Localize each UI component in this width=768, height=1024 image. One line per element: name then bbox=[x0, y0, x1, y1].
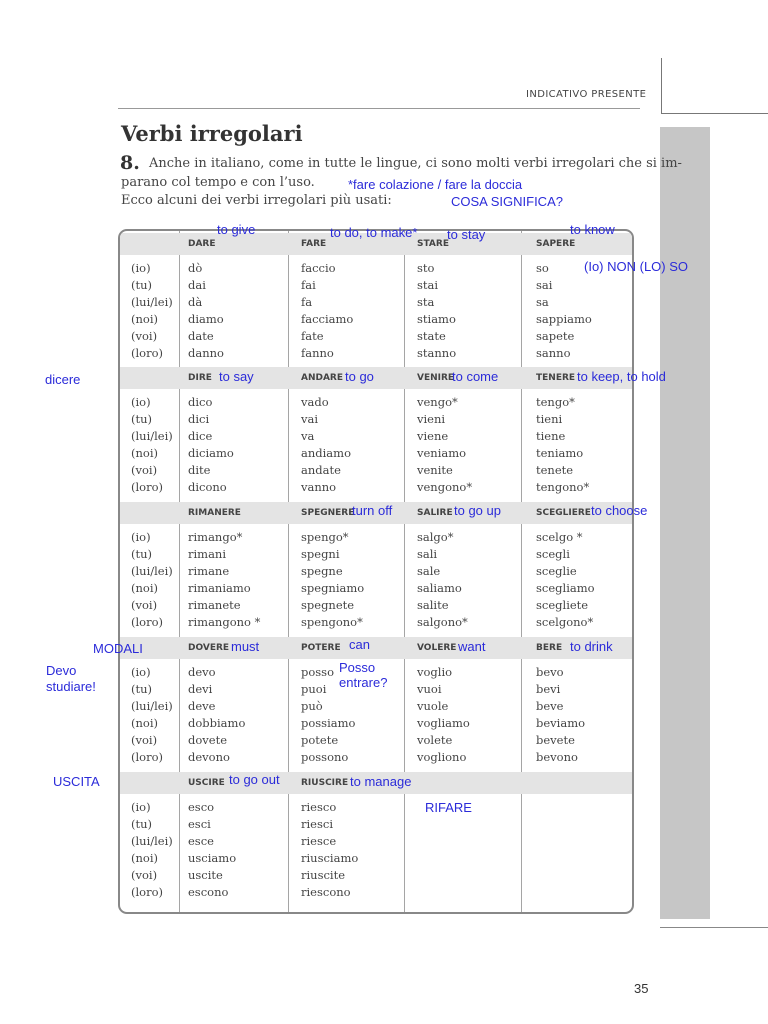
verb-form: deve bbox=[188, 699, 216, 713]
verb-name: FARE bbox=[301, 239, 327, 249]
section-header: INDICATIVO PRESENTE bbox=[526, 89, 647, 100]
verb-form: dai bbox=[188, 278, 206, 292]
exercise-text-line2: parano col tempo e con l’uso. bbox=[121, 175, 315, 190]
verb-form: bevono bbox=[536, 750, 578, 764]
verb-form: sappiamo bbox=[536, 312, 592, 326]
page-edge bbox=[662, 113, 768, 114]
pronoun-label: (io) bbox=[131, 530, 151, 544]
verb-form: teniamo bbox=[536, 446, 584, 460]
note-posso-2: entrare? bbox=[339, 675, 388, 690]
note-andare: to go bbox=[345, 369, 374, 384]
margin-strip bbox=[660, 127, 710, 919]
verb-form: volete bbox=[417, 733, 453, 747]
verb-form: saliamo bbox=[417, 581, 462, 595]
pronoun-label: (voi) bbox=[131, 868, 158, 882]
pronoun-label: (noi) bbox=[131, 716, 158, 730]
note-posso-1: Posso bbox=[339, 660, 376, 675]
verb-form: tiene bbox=[536, 429, 566, 443]
pronoun-label: (io) bbox=[131, 800, 151, 814]
verb-form: potete bbox=[301, 733, 339, 747]
verb-form: spengono* bbox=[301, 615, 363, 629]
verb-form: riesci bbox=[301, 817, 334, 831]
verb-form: esco bbox=[188, 800, 215, 814]
verb-form: vai bbox=[301, 412, 319, 426]
verb-form: so bbox=[536, 261, 549, 275]
exercise-text-line1: Anche in italiano, come in tutte le lingue, ci sono molti verbi irregolari che si im- bbox=[149, 156, 682, 171]
pronoun-label: (voi) bbox=[131, 329, 158, 343]
verb-form: rimanete bbox=[188, 598, 241, 612]
verb-form: sali bbox=[417, 547, 438, 561]
verb-form: devo bbox=[188, 665, 216, 679]
note-non-lo-so: (Io) NON (LO) SO bbox=[584, 259, 689, 274]
page-edge bbox=[661, 58, 662, 114]
note-devo-1: Devo bbox=[46, 663, 77, 678]
note-bere: to drink bbox=[570, 639, 613, 654]
verb-name: RIUSCIRE bbox=[301, 778, 349, 788]
verb-form: può bbox=[301, 699, 323, 713]
verb-form: vanno bbox=[301, 480, 337, 494]
page-title: Verbi irregolari bbox=[121, 121, 303, 146]
note-uscire: to go out bbox=[229, 772, 280, 787]
note-tenere: to keep, to hold bbox=[577, 369, 666, 384]
verb-form: vengono* bbox=[417, 480, 473, 494]
verb-form: date bbox=[188, 329, 214, 343]
pronoun-label: (loro) bbox=[131, 480, 163, 494]
verb-form: rimango* bbox=[188, 530, 243, 544]
verb-form: rimani bbox=[188, 547, 227, 561]
verb-name: STARE bbox=[417, 239, 449, 249]
note-sapere: to know bbox=[570, 222, 615, 237]
verb-form: posso bbox=[301, 665, 335, 679]
verb-name: SALIRE bbox=[417, 508, 453, 518]
pronoun-label: (loro) bbox=[131, 346, 163, 360]
verb-form: bevo bbox=[536, 665, 564, 679]
verb-form: dicono bbox=[188, 480, 227, 494]
verb-form: vado bbox=[301, 395, 329, 409]
exercise-text-line3: Ecco alcuni dei verbi irregolari più usati: bbox=[121, 193, 392, 208]
verb-form: uscite bbox=[188, 868, 223, 882]
verb-form: rimane bbox=[188, 564, 230, 578]
verb-form: venite bbox=[417, 463, 453, 477]
pronoun-label: (io) bbox=[131, 665, 151, 679]
verb-form: tieni bbox=[536, 412, 563, 426]
note-modali: MODALI bbox=[93, 641, 143, 656]
verb-form: dite bbox=[188, 463, 211, 477]
column-divider bbox=[288, 231, 289, 912]
verb-form: riesco bbox=[301, 800, 337, 814]
pronoun-label: (tu) bbox=[131, 412, 153, 426]
pronoun-label: (io) bbox=[131, 395, 151, 409]
verb-name: RIMANERE bbox=[188, 508, 241, 518]
verb-form: vieni bbox=[417, 412, 446, 426]
verb-form: scegliamo bbox=[536, 581, 595, 595]
verb-form: beviamo bbox=[536, 716, 586, 730]
pronoun-label: (tu) bbox=[131, 817, 153, 831]
pronoun-label: (lui/lei) bbox=[131, 834, 173, 848]
note-dovere: must bbox=[231, 639, 260, 654]
verb-form: salgo* bbox=[417, 530, 454, 544]
verb-form: scegli bbox=[536, 547, 570, 561]
verb-form: rimaniamo bbox=[188, 581, 251, 595]
verb-name: VENIRE bbox=[417, 373, 455, 383]
verb-form: fanno bbox=[301, 346, 334, 360]
verb-form: dice bbox=[188, 429, 213, 443]
verb-form: faccio bbox=[301, 261, 336, 275]
verb-form: sanno bbox=[536, 346, 571, 360]
verb-form: sceglie bbox=[536, 564, 577, 578]
verb-form: danno bbox=[188, 346, 224, 360]
note-dire: to say bbox=[219, 369, 254, 384]
note-stare: to stay bbox=[447, 227, 486, 242]
verb-name: ANDARE bbox=[301, 373, 344, 383]
verb-form: diamo bbox=[188, 312, 224, 326]
note-potere: can bbox=[349, 637, 370, 652]
pronoun-label: (loro) bbox=[131, 615, 163, 629]
verb-form: stanno bbox=[417, 346, 457, 360]
note-uscita: USCITA bbox=[53, 774, 100, 789]
verb-name: USCIRE bbox=[188, 778, 225, 788]
note-salire: to go up bbox=[454, 503, 501, 518]
pronoun-label: (voi) bbox=[131, 598, 158, 612]
pronoun-label: (lui/lei) bbox=[131, 699, 173, 713]
verb-form: vuole bbox=[417, 699, 449, 713]
verb-form: sale bbox=[417, 564, 441, 578]
verb-form: state bbox=[417, 329, 446, 343]
verb-form: tengo* bbox=[536, 395, 575, 409]
pronoun-label: (noi) bbox=[131, 581, 158, 595]
verb-form: esci bbox=[188, 817, 211, 831]
note-scegliere: to choose bbox=[591, 503, 648, 518]
pronoun-label: (tu) bbox=[131, 547, 153, 561]
verb-form: andiamo bbox=[301, 446, 351, 460]
verb-form: fa bbox=[301, 295, 313, 309]
note-devo-2: studiare! bbox=[46, 679, 96, 694]
verb-form: sta bbox=[417, 295, 435, 309]
header-rule bbox=[118, 108, 640, 109]
verb-form: vuoi bbox=[417, 682, 442, 696]
verb-form: spegne bbox=[301, 564, 343, 578]
verb-form: stiamo bbox=[417, 312, 456, 326]
note-volere: want bbox=[458, 639, 486, 654]
verb-form: spegni bbox=[301, 547, 340, 561]
verb-table bbox=[118, 229, 634, 914]
verb-form: usciamo bbox=[188, 851, 237, 865]
verb-name: BERE bbox=[536, 643, 563, 653]
verb-name: SPEGNERE bbox=[301, 508, 355, 518]
pronoun-label: (noi) bbox=[131, 312, 158, 326]
verb-form: scelgo * bbox=[536, 530, 583, 544]
verb-form: dovete bbox=[188, 733, 228, 747]
verb-form: sapete bbox=[536, 329, 575, 343]
pronoun-label: (lui/lei) bbox=[131, 429, 173, 443]
verb-form: voglio bbox=[417, 665, 453, 679]
verb-form: devi bbox=[188, 682, 213, 696]
pronoun-label: (loro) bbox=[131, 750, 163, 764]
verb-name: POTERE bbox=[301, 643, 341, 653]
pronoun-label: (io) bbox=[131, 261, 151, 275]
verb-form: bevete bbox=[536, 733, 575, 747]
note-fare: to do, to make* bbox=[330, 225, 418, 240]
verb-form: va bbox=[301, 429, 315, 443]
page-number: 35 bbox=[634, 981, 649, 996]
note-spegnere: turn off bbox=[352, 503, 393, 518]
verb-form: sa bbox=[536, 295, 549, 309]
verb-name: SAPERE bbox=[536, 239, 576, 249]
verb-form: andate bbox=[301, 463, 341, 477]
note-colazione: *fare colazione / fare la doccia bbox=[348, 177, 523, 192]
verb-form: bevi bbox=[536, 682, 561, 696]
margin-rule bbox=[660, 927, 768, 928]
pronoun-label: (noi) bbox=[131, 851, 158, 865]
verb-form: dici bbox=[188, 412, 210, 426]
verb-form: possiamo bbox=[301, 716, 356, 730]
verb-form: scegliete bbox=[536, 598, 589, 612]
note-riuscire: to manage bbox=[350, 774, 412, 789]
verb-form: spegniamo bbox=[301, 581, 365, 595]
verb-form: dà bbox=[188, 295, 203, 309]
pronoun-label: (tu) bbox=[131, 682, 153, 696]
verb-form: viene bbox=[417, 429, 449, 443]
verb-name: DIRE bbox=[188, 373, 212, 383]
verb-form: esce bbox=[188, 834, 214, 848]
verb-form: salgono* bbox=[417, 615, 468, 629]
verb-form: fate bbox=[301, 329, 324, 343]
verb-form: sto bbox=[417, 261, 435, 275]
verb-form: puoi bbox=[301, 682, 327, 696]
note-dicere: dicere bbox=[45, 372, 81, 387]
verb-form: dò bbox=[188, 261, 203, 275]
verb-form: tengono* bbox=[536, 480, 590, 494]
pronoun-label: (voi) bbox=[131, 733, 158, 747]
verb-form: sai bbox=[536, 278, 553, 292]
verb-form: vogliamo bbox=[417, 716, 470, 730]
verb-form: dobbiamo bbox=[188, 716, 246, 730]
verb-name: DARE bbox=[188, 239, 216, 249]
column-divider bbox=[521, 231, 522, 912]
verb-name: SCEGLIERE bbox=[536, 508, 591, 518]
verb-name: VOLERE bbox=[417, 643, 457, 653]
verb-form: diciamo bbox=[188, 446, 234, 460]
verb-form: salite bbox=[417, 598, 449, 612]
pronoun-label: (loro) bbox=[131, 885, 163, 899]
verb-form: devono bbox=[188, 750, 230, 764]
note-rifare: RIFARE bbox=[425, 800, 472, 815]
note-dare: to give bbox=[217, 222, 256, 237]
verb-form: facciamo bbox=[301, 312, 354, 326]
note-significa: COSA SIGNIFICA? bbox=[451, 194, 563, 209]
verb-form: veniamo bbox=[417, 446, 467, 460]
verb-form: vogliono bbox=[417, 750, 467, 764]
pronoun-label: (voi) bbox=[131, 463, 158, 477]
pronoun-label: (noi) bbox=[131, 446, 158, 460]
verb-name: DOVERE bbox=[188, 643, 230, 653]
column-divider bbox=[404, 231, 405, 912]
verb-form: spegnete bbox=[301, 598, 355, 612]
pronoun-label: (tu) bbox=[131, 278, 153, 292]
pronoun-label: (lui/lei) bbox=[131, 295, 173, 309]
verb-form: riesce bbox=[301, 834, 337, 848]
verb-name: TENERE bbox=[536, 373, 576, 383]
verb-form: scelgono* bbox=[536, 615, 594, 629]
column-divider bbox=[179, 231, 180, 912]
verb-form: rimangono * bbox=[188, 615, 261, 629]
verb-form: stai bbox=[417, 278, 439, 292]
verb-form: dico bbox=[188, 395, 213, 409]
exercise-number: 8. bbox=[120, 152, 140, 174]
verb-form: riuscite bbox=[301, 868, 346, 882]
verb-form: beve bbox=[536, 699, 564, 713]
verb-form: escono bbox=[188, 885, 229, 899]
verb-form: fai bbox=[301, 278, 316, 292]
verb-form: tenete bbox=[536, 463, 574, 477]
verb-form: vengo* bbox=[417, 395, 458, 409]
verb-form: spengo* bbox=[301, 530, 349, 544]
verb-form: riusciamo bbox=[301, 851, 359, 865]
verb-form: riescono bbox=[301, 885, 351, 899]
note-venire: to come bbox=[452, 369, 499, 384]
verb-form: possono bbox=[301, 750, 349, 764]
pronoun-label: (lui/lei) bbox=[131, 564, 173, 578]
